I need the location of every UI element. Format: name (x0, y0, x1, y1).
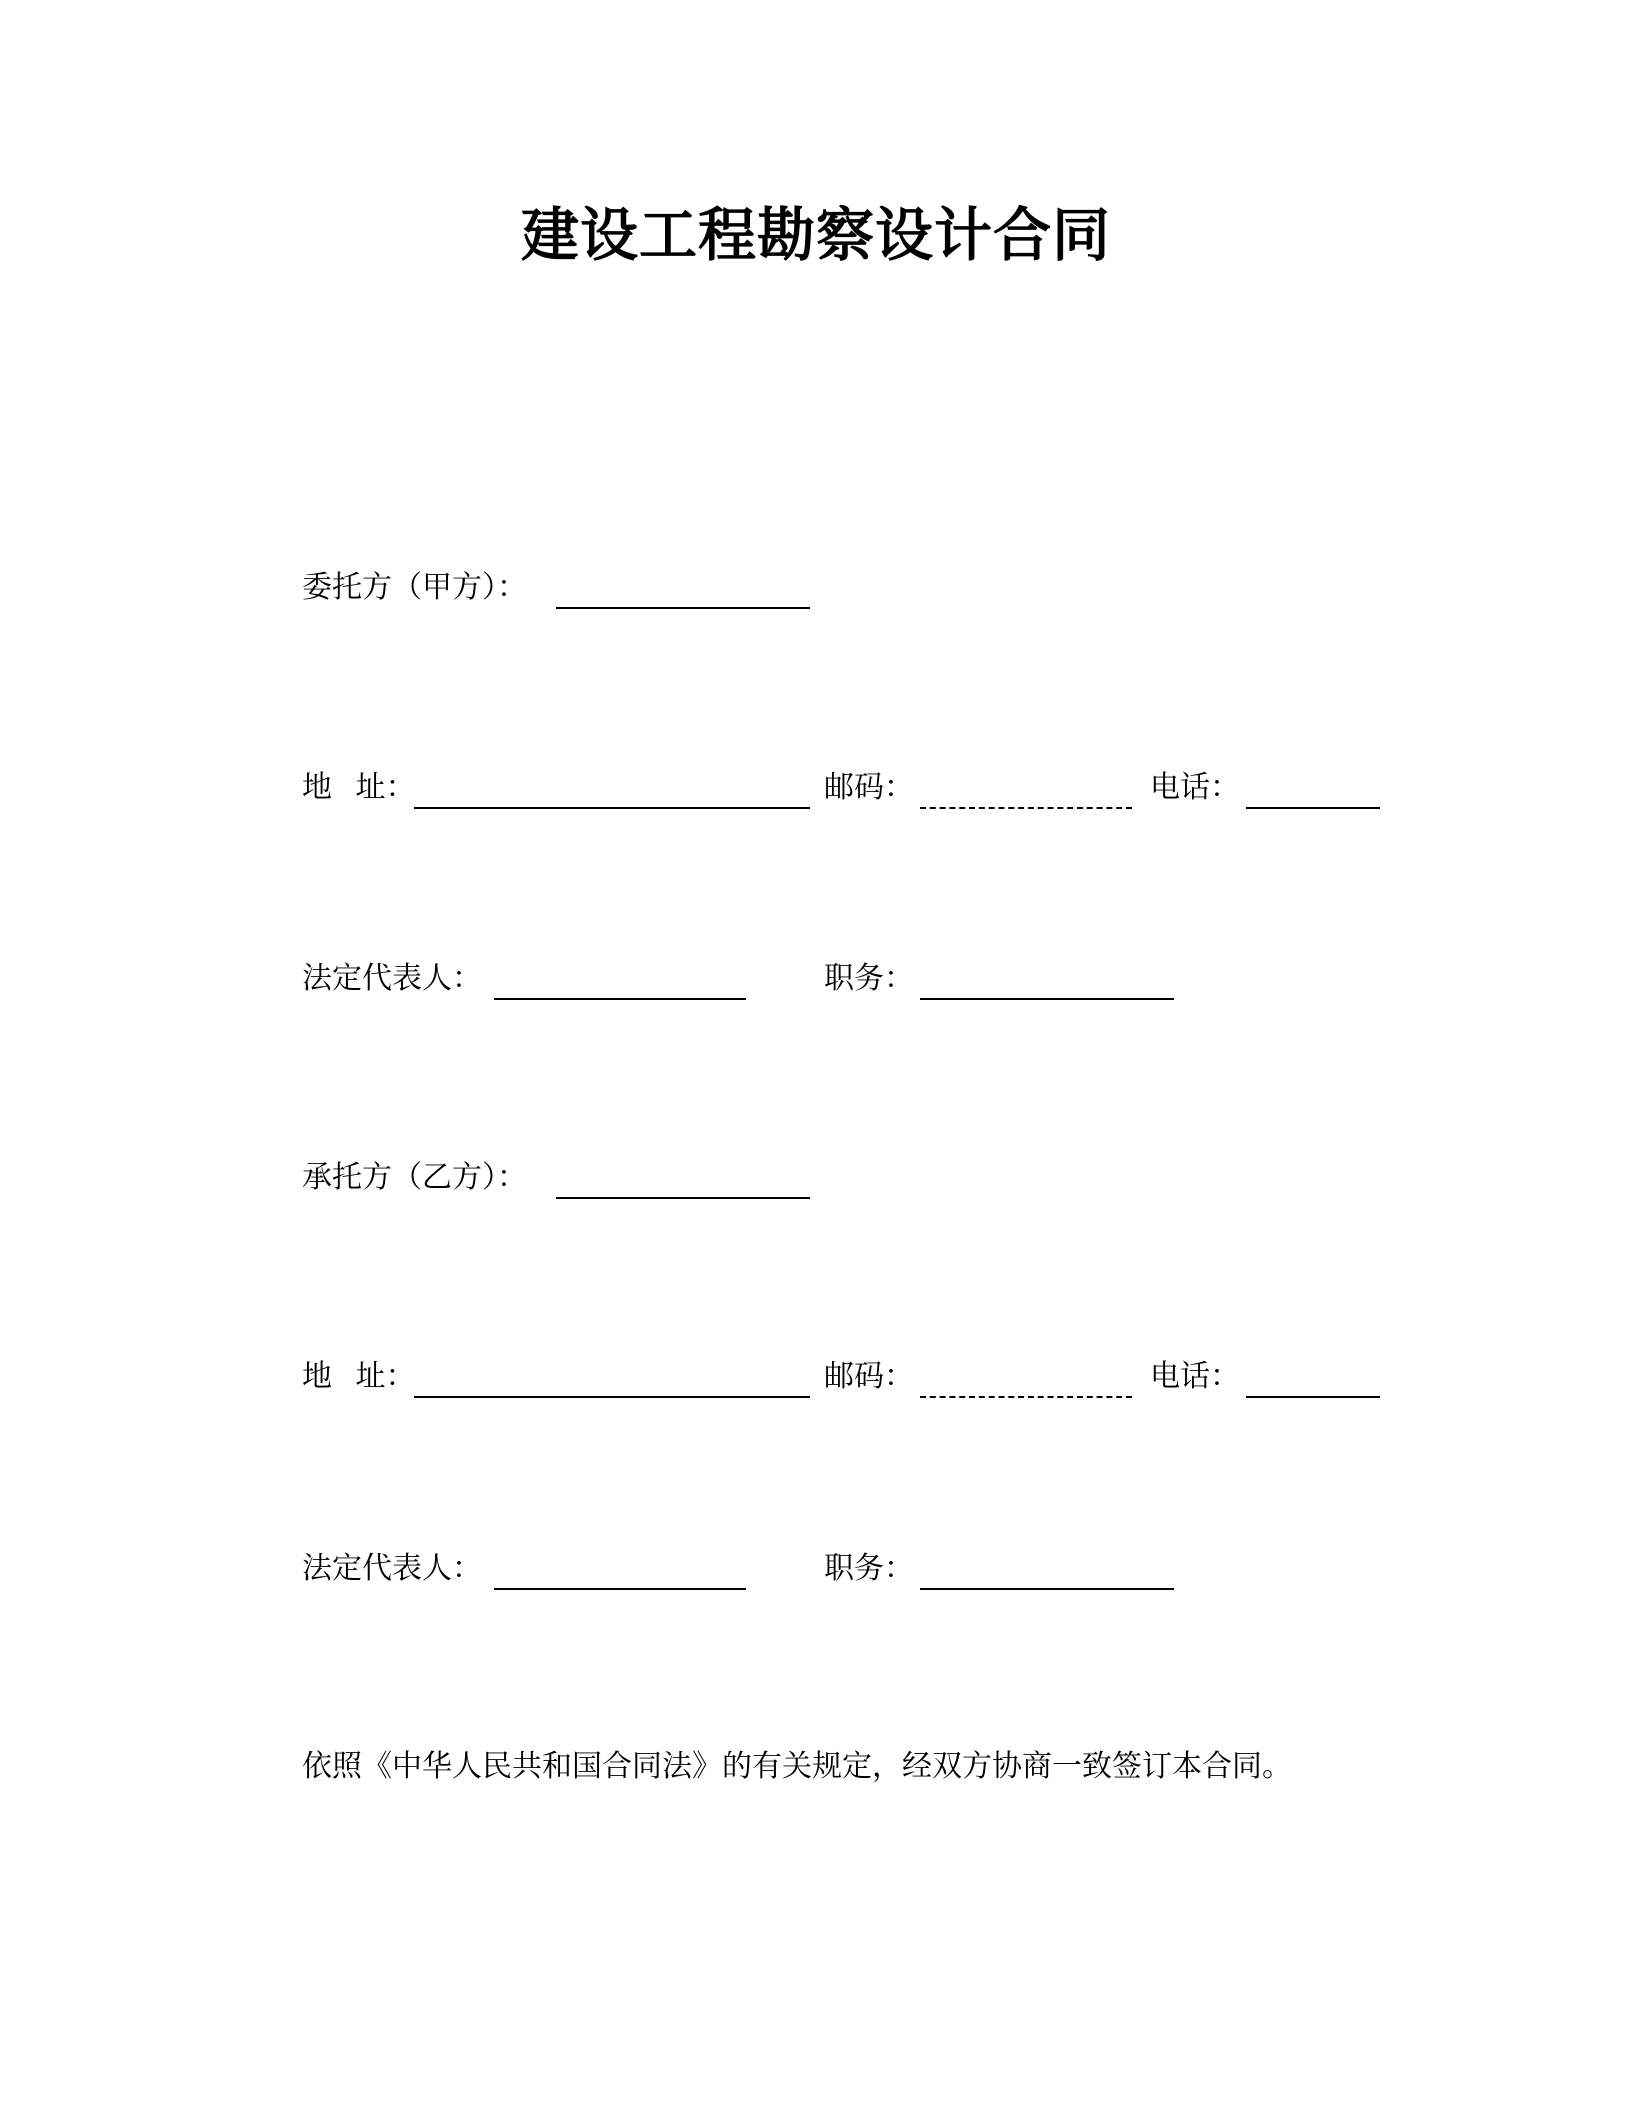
closing-statement: 依照《中华人民共和国合同法》的有关规定，经双方协商一致签订本合同。 (302, 1749, 1292, 1784)
party-a-name-label: 委托方（甲方）： (302, 570, 527, 605)
party-b-name-row (0, 1153, 1632, 1203)
party-b-name-label: 承托方（乙方）： (302, 1160, 527, 1195)
party-a-position-field[interactable] (920, 998, 1174, 1000)
party-b-address-field[interactable] (414, 1396, 810, 1398)
party-b-legal-rep-label: 法定代表人： (302, 1551, 482, 1586)
party-a-name-field[interactable] (556, 607, 810, 609)
party-b-legal-rep-row (0, 1544, 1632, 1594)
party-b-phone-field[interactable] (1246, 1396, 1380, 1398)
party-a-legal-rep-label: 法定代表人： (302, 961, 482, 996)
party-b-address-label: 地 址： (302, 1359, 416, 1394)
party-a-postcode-field[interactable] (920, 807, 1132, 809)
party-b-phone-label: 电话： (1150, 1359, 1240, 1394)
party-a-phone-field[interactable] (1246, 807, 1380, 809)
party-b-name-field[interactable] (556, 1197, 810, 1199)
party-a-name-row (0, 563, 1632, 613)
party-a-address-label: 地 址： (302, 770, 416, 805)
party-b-address-row (0, 1352, 1632, 1402)
party-b-postcode-label: 邮码： (824, 1359, 914, 1394)
party-a-address-row (0, 763, 1632, 813)
party-a-legal-rep-row (0, 954, 1632, 1004)
party-b-position-label: 职务： (824, 1551, 914, 1586)
party-a-postcode-label: 邮码： (824, 770, 914, 805)
party-b-legal-rep-field[interactable] (494, 1588, 746, 1590)
party-a-phone-label: 电话： (1150, 770, 1240, 805)
party-a-position-label: 职务： (824, 961, 914, 996)
party-a-address-field[interactable] (414, 807, 810, 809)
party-b-position-field[interactable] (920, 1588, 1174, 1590)
party-b-postcode-field[interactable] (920, 1396, 1132, 1398)
document-title: 建设工程勘察设计合同 (520, 201, 1111, 269)
party-a-legal-rep-field[interactable] (494, 998, 746, 1000)
